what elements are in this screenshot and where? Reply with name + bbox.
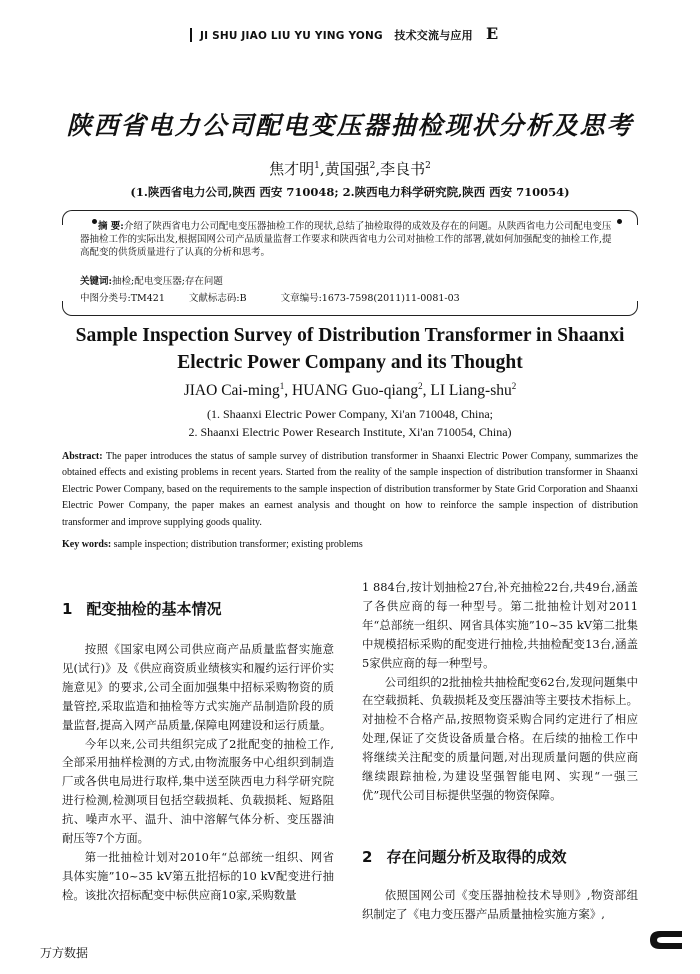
section-1-paragraph-3: 第一批抽检计划对2010年“总部统一组织、网省具体实施”10~35 kV第五批招标的10 kV配变进行抽检。该批次招标配变中标供应商10家,采购数量 — [62, 849, 334, 902]
keywords-en-label: Key words: — [62, 539, 112, 550]
section-2-number: 2 — [362, 848, 373, 866]
abstract-cn — [80, 220, 615, 260]
author-1-en: JIAO Cai-ming — [183, 382, 280, 400]
author-1-en-sup: 1 — [279, 381, 285, 391]
keywords-en — [62, 539, 363, 550]
author-1-cn: 焦才明 — [269, 160, 315, 178]
right-column-body — [362, 578, 638, 805]
abstract-cn-label: 摘 要: — [98, 221, 124, 232]
abstract-en-text: The paper introduces the status of sample survey of distribution transformer in Shaanxi Electric Power Company, summarizes the obtained effects and existing problems in recent years. Started from the reality of the sample inspection of distribution transformer in Shaanxi Electric Power Company, based on the requirements to the sample inspection of distribution transformer by State Grid Corporation and Shaanxi Electric Power Company, the paper makes an earnest analysis and thought on how to reinforce the sample inspection of distribution transformer and improve supplying goods quality. — [62, 451, 638, 528]
paper-title-en — [0, 322, 700, 376]
affiliations-en — [0, 405, 700, 441]
abstract-en — [62, 449, 638, 531]
abstract-cn-text: 介绍了陕西省电力公司配电变压器抽检工作的现状,总结了抽检取得的成效及存在的问题。从陕西省电力公司配电变压器抽检工作的实际出发,根据国网公司产品质量监督工作要求和陕西省电力公司对抽检工作的部署,就如何加强配变的抽检工作,提高配变的供货质量进行了认真的分析和思考。 — [80, 221, 612, 259]
section-1-paragraph-2: 今年以来,公司共组织完成了2批配变的抽检工作,全部采用抽样检测的方式,由物流服务中心组织到制造厂或各供电局进行取样,集中送至陕西电力科学研究院进行检测,检测项目包括空载损耗、负载损耗、短路阻抗、噪声水平、温升、油中溶解气体分析、变压器油耐压等7个方面。 — [62, 736, 334, 846]
affiliation-en-1: (1. Shaanxi Electric Power Company, Xi'an 710048, China; — [207, 407, 493, 421]
affiliation-en-2: 2. Shaanxi Electric Power Research Institute, Xi'an 710054, China) — [188, 425, 512, 439]
section-1-heading — [62, 598, 221, 619]
author-2-cn: 黄国强 — [324, 160, 370, 178]
keywords-en-text: sample inspection; distribution transformer; existing problems — [113, 539, 363, 550]
author-3-cn: 李良书 — [380, 160, 426, 178]
journal-name: JI SHU JIAO LIU YU YING YONG — [200, 30, 383, 42]
section-1-number: 1 — [62, 600, 73, 618]
section-2-heading — [362, 846, 566, 867]
paper-title-en-line2: Electric Power Company and its Thought — [177, 352, 523, 373]
author-2-en-sup: 2 — [418, 381, 423, 391]
section-1-title: 配变抽检的基本情况 — [86, 600, 222, 618]
header-divider — [190, 28, 192, 42]
classification-line — [80, 290, 484, 304]
clc-number: 中图分类号:TM421 — [80, 293, 165, 304]
keywords-cn — [80, 273, 223, 287]
keywords-cn-label: 关键词: — [80, 276, 113, 287]
header-mark: E — [486, 24, 499, 43]
paper-title-en-line1: Sample Inspection Survey of Distribution Transformer in Shaanxi — [75, 325, 625, 346]
section-1-paragraph-1: 按照《国家电网公司供应商产品质量监督实施意见(试行)》及《供应商资质业绩核实和履约运行评价实施意见》的要求,公司全面加强集中招标采购物资的质量管控,采取监造和抽检等方式实施产品制造阶段的质量监督,提高入网产品质量,保障电网建设和运行质量。 — [62, 642, 334, 732]
authors-en: JIAO Cai-ming$^1$, HUANG Guo-qiang$^2$, LI Liang-shu$^2$ — [183, 381, 517, 400]
authors-cn: 焦才明$^1$,黄国强$^2$,李良书$^2$ — [269, 160, 431, 178]
section-2-body — [362, 886, 638, 924]
author-2-en: HUANG Guo-qiang — [292, 382, 419, 400]
bullet-right-icon — [617, 219, 622, 224]
running-header — [190, 27, 473, 43]
section-1-paragraph-3-continued: 1 884台,按计划抽检27台,补充抽检22台,共49台,涵盖了各供应商的每一种型号。第二批抽检计划对2011年“总部统一组织、网省具体实施”10~35 kV第二批集中规模招标采购的配变进行抽检,共抽检配变13台,涵盖5家供应商的每一种型号。 — [362, 580, 638, 670]
author-1-cn-sup: 1 — [314, 161, 320, 171]
affiliations-cn: (1.陕西省电力公司,陕西 西安 710048; 2.陕西电力科学研究院,陕西 西安 710054) — [130, 185, 570, 199]
left-column-body — [62, 640, 334, 905]
keywords-cn-text: 抽检;配电变压器;存在问题 — [112, 276, 223, 287]
article-number: 文章编号:1673-7598(2011)11-0081-03 — [280, 293, 460, 304]
footer-watermark: 万方数据 — [40, 946, 89, 960]
section-1-paragraph-4: 公司组织的2批抽检共抽检配变62台,发现问题集中在空载损耗、负载损耗及变压器油等主要技术指标上。对抽检不合格产品,按照物资采购合同约定进行了相应处理,保证了交货设备质量合格。在后续的抽检工作中将继续关注配变的质量问题,对出现质量问题的供应商继续跟踪抽检,为建设坚强智能电网、实现“一强三优”现代公司目标提供坚强的物资保障。 — [362, 674, 638, 802]
author-3-en: LI Liang-shu — [430, 382, 512, 400]
section-2-title: 存在问题分析及取得的成效 — [386, 848, 567, 866]
section-2-paragraph-1: 依照国网公司《变压器抽检技术导则》,物资部组织制定了《电力变压器产品质量抽检实施方案》, — [362, 888, 638, 921]
doc-code: 文献标志码:B — [188, 293, 247, 304]
author-3-cn-sup: 2 — [425, 161, 431, 171]
author-2-cn-sup: 2 — [369, 161, 376, 171]
paper-title-cn: 陕西省电力公司配电变压器抽检现状分析及思考 — [66, 111, 634, 140]
author-3-en-sup: 2 — [511, 381, 517, 391]
section-name: 技术交流与应用 — [394, 29, 473, 42]
abstract-en-label: Abstract: — [62, 451, 103, 462]
page-corner-logo-icon — [644, 927, 684, 953]
